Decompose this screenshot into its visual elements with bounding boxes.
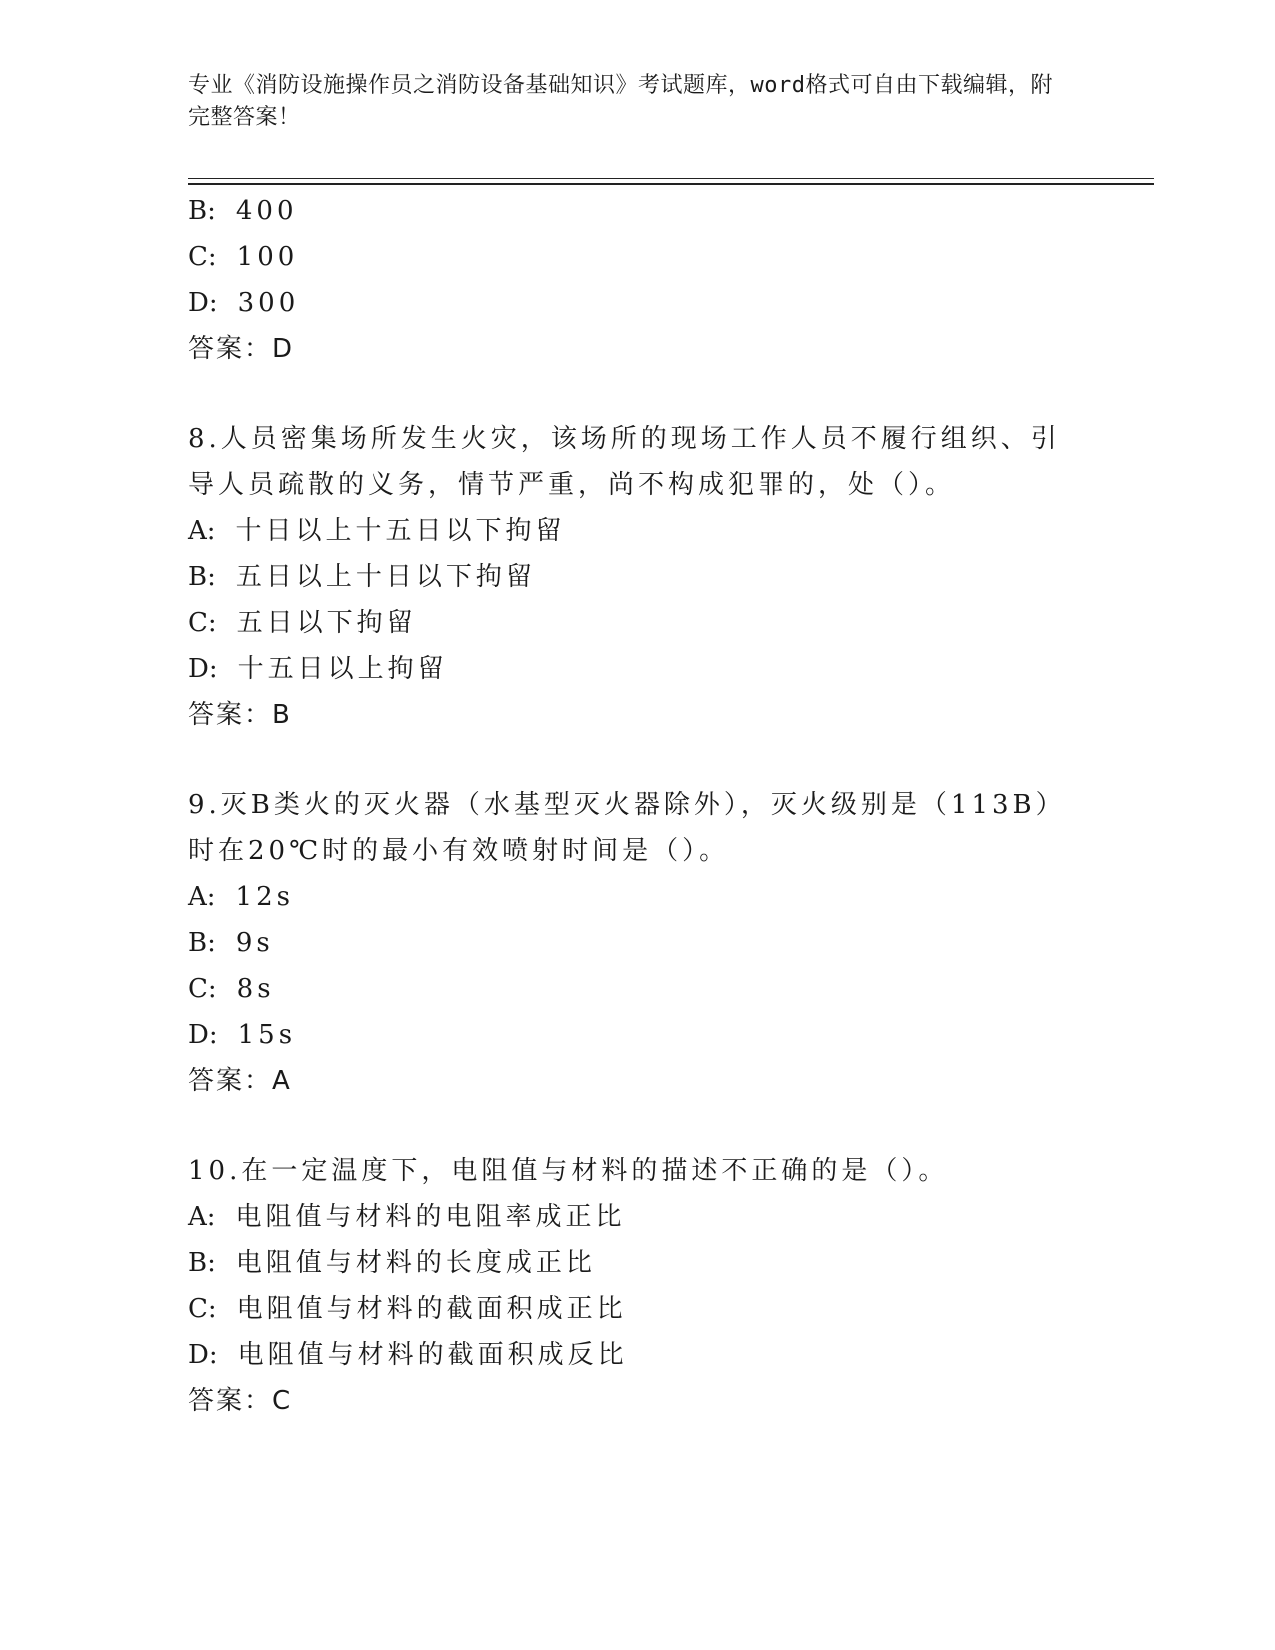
question-list <box>188 188 1068 1424</box>
answer: 答案：C <box>188 1386 293 1416</box>
question-8 <box>188 416 1068 738</box>
question-10 <box>188 1148 1068 1424</box>
option-c: C: 电阻值与材料的截面积成正比 <box>188 1294 627 1324</box>
question-stem: 9.灭B类火的灭火器（水基型灭火器除外），灭火级别是（113B）时在20℃时的最小有效喷射时间是（）。 <box>188 790 1066 866</box>
option-b: B: 五日以上十日以下拘留 <box>188 562 536 592</box>
partial-question <box>188 188 1068 372</box>
answer: 答案：A <box>188 1066 292 1096</box>
option-d: D: 300 <box>188 288 300 318</box>
option-d: D: 15s <box>188 1020 297 1050</box>
option-a: A: 十日以上十五日以下拘留 <box>188 516 566 546</box>
header-divider-thick <box>188 183 1154 185</box>
option-b: B: 9s <box>188 928 274 958</box>
answer: 答案：B <box>188 700 292 730</box>
header-divider-thin <box>188 178 1154 179</box>
option-c: C: 五日以下拘留 <box>188 608 417 638</box>
option-c: C: 100 <box>188 242 299 272</box>
option-b: B: 电阻值与材料的长度成正比 <box>188 1248 596 1278</box>
question-stem: 8.人员密集场所发生火灾，该场所的现场工作人员不履行组织、引导人员疏散的义务，情节严重，尚不构成犯罪的，处（）。 <box>188 424 1061 500</box>
option-b: B: 400 <box>188 196 298 226</box>
answer: 答案：D <box>188 334 295 364</box>
option-d: D: 十五日以上拘留 <box>188 654 448 684</box>
document-header: 专业《消防设施操作员之消防设备基础知识》考试题库，word格式可自由下载编辑，附完整答案！ <box>188 73 1053 130</box>
option-d: D: 电阻值与材料的截面积成反比 <box>188 1340 628 1370</box>
option-c: C: 8s <box>188 974 275 1004</box>
question-stem: 10.在一定温度下，电阻值与材料的描述不正确的是（）。 <box>188 1156 949 1186</box>
option-a: A: 电阻值与材料的电阻率成正比 <box>188 1202 626 1232</box>
question-9 <box>188 782 1068 1104</box>
option-a: A: 12s <box>188 882 294 912</box>
